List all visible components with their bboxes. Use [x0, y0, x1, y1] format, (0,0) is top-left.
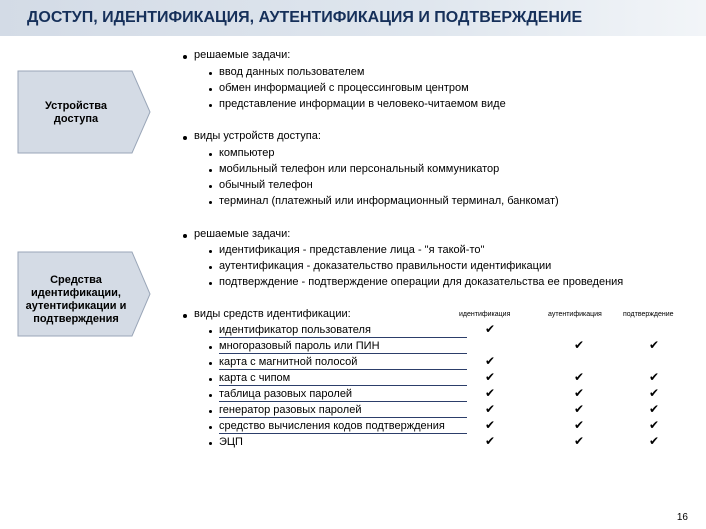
identification-means-label-line1: Средства [50, 274, 102, 286]
row-divider [219, 433, 467, 434]
check-icon: ✔ [574, 370, 585, 384]
identification-means-label [14, 274, 138, 326]
bullet [183, 136, 187, 140]
bullet [209, 330, 212, 333]
bullet [209, 346, 212, 349]
bullet [209, 362, 212, 365]
bullet [209, 426, 212, 429]
bullet [209, 442, 212, 445]
check-icon: ✔ [649, 402, 660, 416]
check-icon: ✔ [485, 434, 496, 448]
bullet [209, 153, 212, 156]
check-icon: ✔ [485, 322, 496, 336]
check-icon: ✔ [649, 338, 660, 352]
table-row-label: карта с магнитной полосой [219, 356, 358, 368]
access-devices-label-line1: Устройства [44, 100, 108, 112]
row-divider [219, 369, 467, 370]
bullet [183, 55, 187, 59]
check-icon: ✔ [485, 354, 496, 368]
page-title: ДОСТУП, ИДЕНТИФИКАЦИЯ, АУТЕНТИФИКАЦИЯ И ПОДТВЕРЖДЕНИЕ [27, 9, 583, 26]
identification-means-label-line3: аутентификации и [25, 300, 127, 312]
bullet [209, 282, 212, 285]
bullet [209, 201, 212, 204]
column-header-authentication: аутентификация [548, 311, 602, 318]
identification-means-label-line4: подтверждения [33, 313, 119, 325]
check-icon: ✔ [485, 418, 496, 432]
s2-tasks-heading: решаемые задачи: [194, 228, 291, 240]
row-divider [219, 385, 467, 386]
s1-tasks-heading: решаемые задачи: [194, 49, 291, 61]
table-row-label: многоразовый пароль или ПИН [219, 340, 380, 352]
bullet [209, 410, 212, 413]
s2-task-item: аутентификация - доказательство правильности идентификации [219, 260, 552, 272]
s1-type-item: компьютер [219, 147, 275, 159]
s2-types-heading: виды средств идентификации: [194, 308, 351, 320]
bullet [209, 378, 212, 381]
bullet [209, 169, 212, 172]
table-row-label: средство вычисления кодов подтверждения [219, 420, 445, 432]
check-icon: ✔ [649, 386, 660, 400]
s2-task-item: подтверждение - подтверждение операции для доказательства ее проведения [219, 276, 624, 288]
table-row-label: ЭЦП [219, 436, 243, 448]
check-icon: ✔ [649, 418, 660, 432]
check-icon: ✔ [649, 434, 660, 448]
identification-means-label-line2: идентификации, [30, 287, 121, 299]
bullet [209, 104, 212, 107]
bullet [183, 234, 187, 238]
bullet [209, 88, 212, 91]
check-icon: ✔ [485, 402, 496, 416]
check-icon: ✔ [574, 434, 585, 448]
bullet [183, 314, 187, 318]
column-header-confirmation: подтверждение [623, 311, 674, 318]
s1-type-item: обычный телефон [219, 179, 313, 191]
check-icon: ✔ [574, 386, 585, 400]
access-devices-label [20, 100, 132, 126]
bullet [209, 250, 212, 253]
s1-types-heading: виды устройств доступа: [194, 130, 321, 142]
row-divider [219, 337, 467, 338]
check-icon: ✔ [574, 338, 585, 352]
s1-type-item: мобильный телефон или персональный коммуникатор [219, 163, 500, 175]
bullet [209, 185, 212, 188]
table-row-label: таблица разовых паролей [219, 388, 353, 400]
s2-task-item: идентификация - представление лица - "я такой-то" [219, 244, 485, 256]
bullet [209, 394, 212, 397]
s1-type-item: терминал (платежный или информационный терминал, банкомат) [219, 195, 559, 207]
s1-task-item: обмен информацией с процессинговым центром [219, 82, 469, 94]
column-header-identification: идентификация [459, 311, 511, 318]
row-divider [219, 353, 467, 354]
bullet [209, 266, 212, 269]
check-icon: ✔ [574, 418, 585, 432]
s1-task-item: представление информации в человеко-читаемом виде [219, 98, 506, 110]
bullet [209, 72, 212, 75]
check-icon: ✔ [649, 370, 660, 384]
access-devices-label-line2: доступа [53, 113, 99, 125]
check-icon: ✔ [485, 370, 496, 384]
table-row-label: карта с чипом [219, 372, 291, 384]
row-divider [219, 401, 467, 402]
page-number: 16 [676, 512, 688, 523]
table-row-label: генератор разовых паролей [219, 404, 362, 416]
table-row-label: идентификатор пользователя [219, 324, 371, 336]
check-icon: ✔ [485, 386, 496, 400]
check-icon: ✔ [574, 402, 585, 416]
row-divider [219, 417, 467, 418]
s1-task-item: ввод данных пользователем [219, 66, 365, 78]
